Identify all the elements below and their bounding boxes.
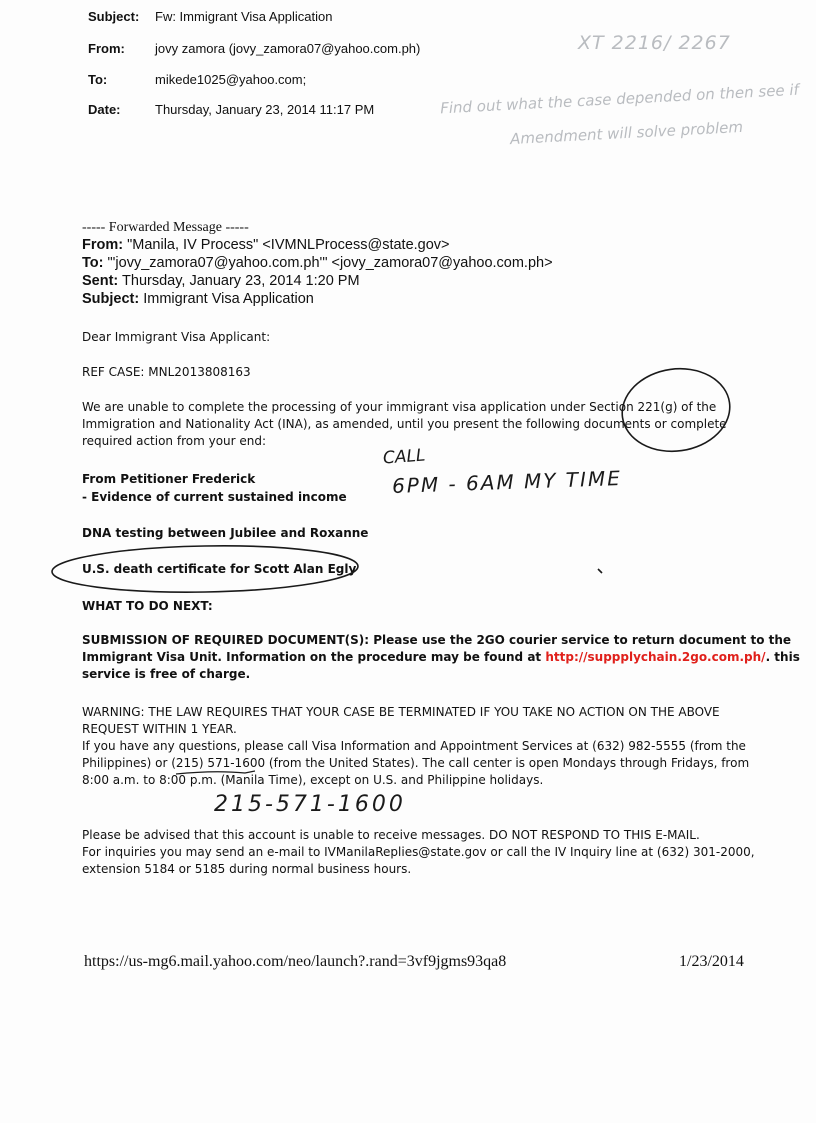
submission-line-3: service is free of charge. (82, 667, 251, 681)
ref-case: REF CASE: MNL2013808163 (82, 365, 251, 379)
warning-line-2: REQUEST WITHIN 1 YEAR. (82, 722, 237, 736)
submission-paragraph (82, 632, 800, 683)
header-from-label: From: (88, 41, 125, 56)
footer-date: 1/23/2014 (679, 953, 744, 970)
warning-line-1: WARNING: THE LAW REQUIRES THAT YOUR CASE BE TERMINATED IF YOU TAKE NO ACTION ON THE ABOVE (82, 705, 720, 719)
petitioner-item: - Evidence of current sustained income (82, 490, 347, 504)
advised-line-2: For inquiries you may send an e-mail to IVManilaReplies@state.gov or call the IV Inquiry line at (632) 301-2000, (82, 845, 755, 859)
forwarded-sent (82, 273, 360, 289)
header-date-label: Date: (88, 102, 121, 117)
forwarded-to (82, 255, 553, 271)
stray-pen-mark (598, 569, 602, 573)
intro-paragraph (82, 399, 742, 450)
forwarded-from-label: From: (82, 237, 124, 253)
forwarded-subject (82, 291, 314, 307)
handwritten-call: CALL (382, 445, 427, 469)
intro-line-1: We are unable to complete the processing of your immigrant visa application under Section 221(g) of the (82, 400, 717, 414)
warning-paragraph (82, 704, 752, 789)
what-to-do-heading: WHAT TO DO NEXT: (82, 599, 213, 613)
advised-line-3: extension 5184 or 5185 during normal business hours. (82, 862, 412, 876)
intro-line-2: Immigration and Nationality Act (INA), as amended, until you present the following documents or complete (82, 417, 727, 431)
death-certificate-requirement: U.S. death certificate for Scott Alan Egly (82, 562, 357, 576)
questions-line-2: Philippines) or (215) 571-1600 (from the United States). The call center is open Mondays through Fridays, from (82, 756, 750, 770)
intro-line-3: required action from your end: (82, 434, 267, 448)
submission-line-1: SUBMISSION OF REQUIRED DOCUMENT(S): Please use the 2GO courier service to return document to the (82, 633, 792, 647)
submission-line-2-tail: . this (765, 650, 800, 664)
questions-line-1: If you have any questions, please call Visa Information and Appointment Services at (632) 982-5555 (from the (82, 739, 746, 753)
forwarded-subject-label: Subject: (82, 291, 140, 307)
faint-note-line-3: Amendment will solve problem (509, 117, 744, 149)
handwritten-time: 6PM - 6AM MY TIME (391, 465, 623, 499)
header-date-value: Thursday, January 23, 2014 11:17 PM (155, 102, 375, 117)
header-subject-value: Fw: Immigrant Visa Application (155, 9, 333, 24)
header-to-label: To: (88, 72, 108, 87)
forwarded-from-value: "Manila, IV Process" <IVMNLProcess@state.gov> (127, 237, 450, 253)
dna-requirement: DNA testing between Jubilee and Roxanne (82, 526, 369, 540)
letter-greeting: Dear Immigrant Visa Applicant: (82, 330, 271, 344)
advised-paragraph (82, 827, 755, 878)
header-from-value: jovy zamora (jovy_zamora07@yahoo.com.ph) (155, 41, 421, 56)
submission-line-2-text: Immigrant Visa Unit. Information on the procedure may be found at (82, 650, 546, 664)
header-subject-label: Subject: (88, 9, 140, 24)
forwarded-to-label: To: (82, 255, 104, 271)
forwarded-sent-label: Sent: (82, 273, 119, 289)
advised-line-1: Please be advised that this account is unable to receive messages. DO NOT RESPOND TO THIS E-MAIL. (82, 828, 700, 842)
faint-note-line-2: Find out what the case depended on then see if (439, 80, 800, 118)
forwarded-marker: ----- Forwarded Message ----- (82, 220, 249, 235)
courier-link[interactable]: http://suppplychain.2go.com.ph/ (545, 650, 766, 664)
handwritten-phone: 215-571-1600 (214, 792, 406, 817)
footer-url: https://us-mg6.mail.yahoo.com/neo/launch?.rand=3vf9jgms93qa8 (84, 953, 507, 970)
submission-line-2 (82, 649, 800, 666)
petitioner-title: From Petitioner Frederick (82, 472, 256, 486)
forwarded-subject-value: Immigrant Visa Application (143, 291, 314, 307)
questions-line-3: 8:00 a.m. to 8:00 p.m. (Manila Time), except on U.S. and Philippine holidays. (82, 773, 544, 787)
forwarded-sent-value: Thursday, January 23, 2014 1:20 PM (122, 273, 360, 289)
forwarded-from (82, 237, 450, 253)
forwarded-to-value: "'jovy_zamora07@yahoo.com.ph'" <jovy_zamora07@yahoo.com.ph> (107, 255, 553, 271)
header-to-value: mikede1025@yahoo.com; (155, 72, 307, 87)
faint-note-line-1: XT 2216/ 2267 (578, 32, 731, 54)
